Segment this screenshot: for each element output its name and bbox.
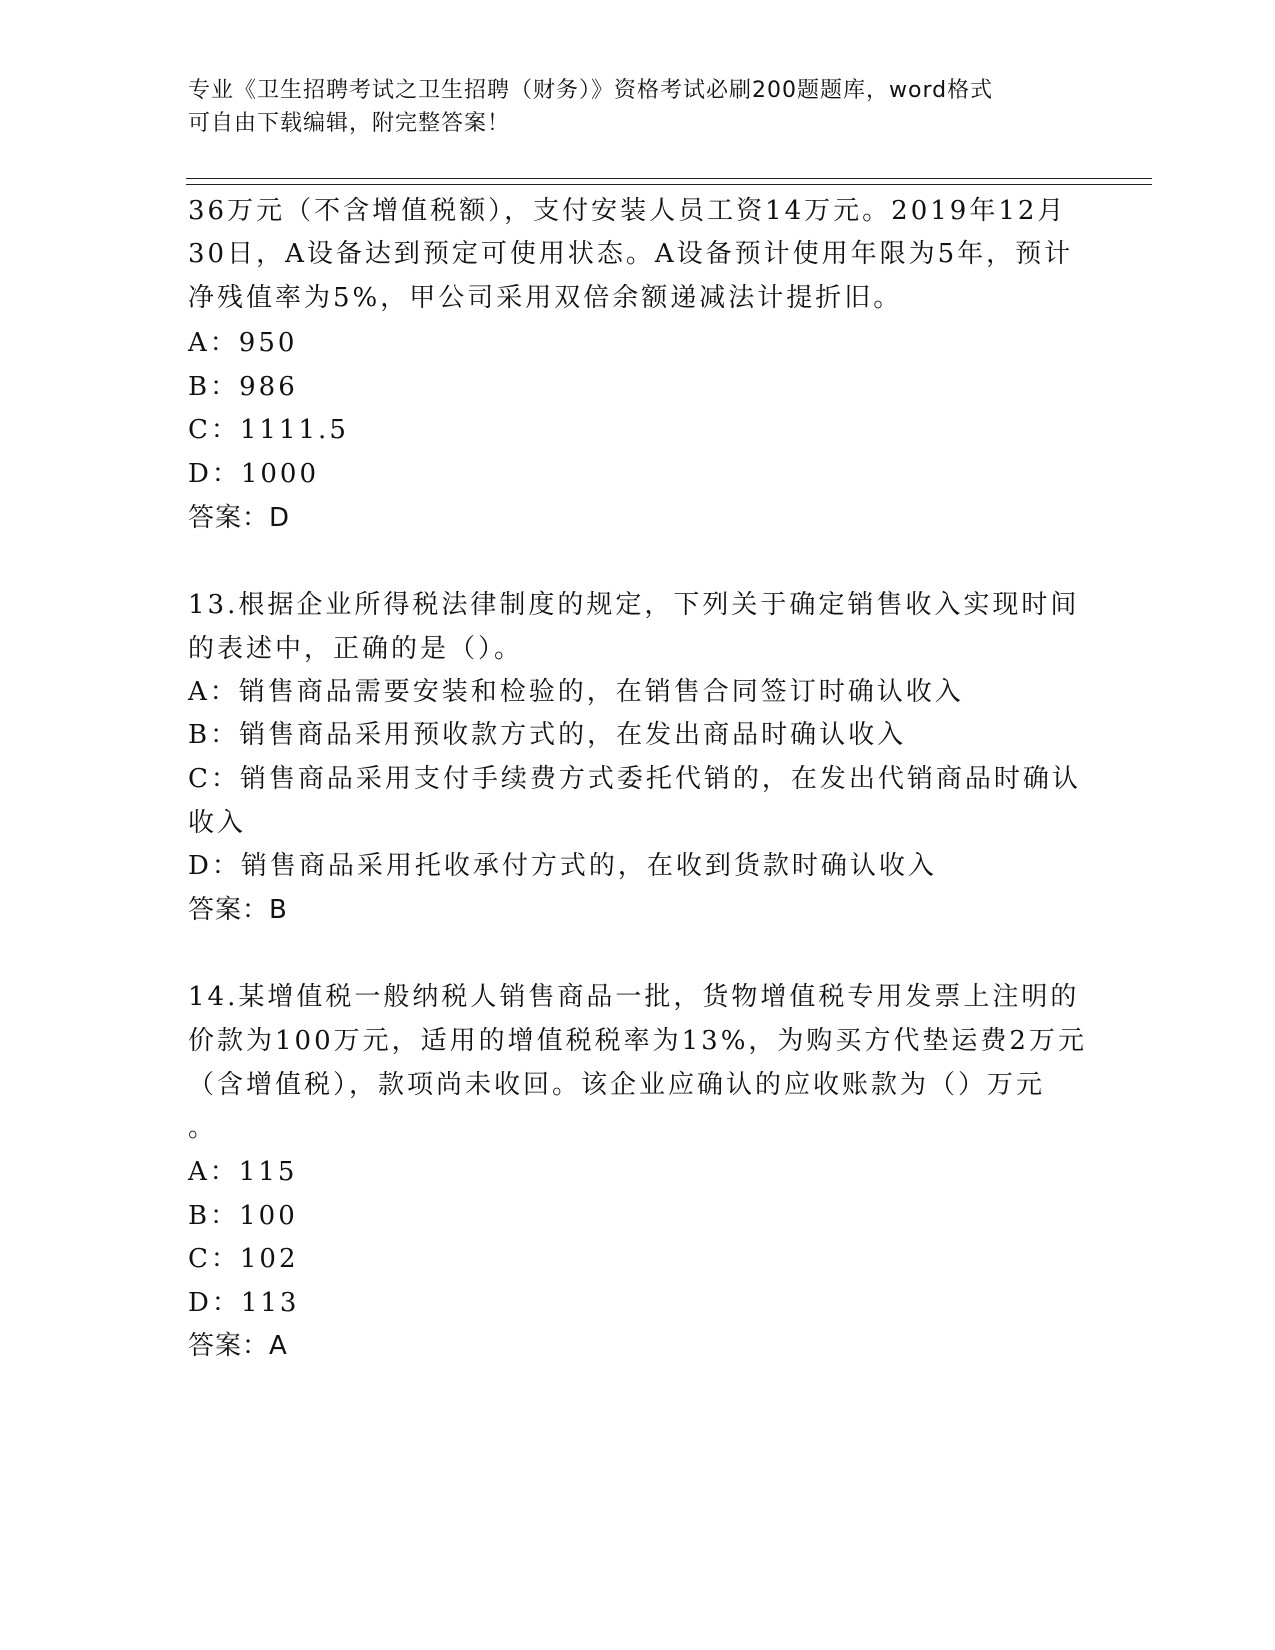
option-d: D：1000 <box>188 459 320 489</box>
option-c-continued: 收入 <box>188 808 247 838</box>
option-d: D：113 <box>188 1288 300 1318</box>
header-divider-bottom <box>186 184 1152 185</box>
option-c: C：1111.5 <box>188 415 349 445</box>
question-text-line: 30日，A设备达到预定可使用状态。A设备预计使用年限为5年，预计 <box>188 239 1074 269</box>
question-text-line: 净残值率为5%，甲公司采用双倍余额递减法计提折旧。 <box>188 283 903 313</box>
question-text-line: 36万元（不含增值税额），支付安装人员工资14万元。2019年12月 <box>188 196 1067 226</box>
option-c: C：102 <box>188 1244 299 1274</box>
question-14-text-line: 。 <box>188 1113 218 1143</box>
question-14-text-line: （含增值税），款项尚未收回。该企业应确认的应收账款为（）万元 <box>188 1070 1046 1100</box>
question-13-text-line: 的表述中，正确的是（）。 <box>188 634 524 664</box>
option-a: A：销售商品需要安装和检验的，在销售合同签订时确认收入 <box>188 677 964 707</box>
option-b: B：100 <box>188 1201 298 1231</box>
option-d: D：销售商品采用托收承付方式的，在收到货款时确认收入 <box>188 851 937 881</box>
header-divider-top <box>186 178 1152 179</box>
answer-label: 答案：D <box>188 503 291 533</box>
option-a: A：950 <box>188 328 298 358</box>
answer-label: 答案：B <box>188 895 288 925</box>
page-header <box>188 74 1088 140</box>
question-14-text-line: 14.某增值税一般纳税人销售商品一批，货物增值税专用发票上注明的 <box>188 982 1080 1012</box>
answer-label: 答案：A <box>188 1331 288 1361</box>
option-a: A：115 <box>188 1157 298 1187</box>
header-title-line-2: 可自由下载编辑，附完整答案！ <box>188 111 511 136</box>
header-title-line-1: 专业《卫生招聘考试之卫生招聘（财务）》资格考试必刷200题题库，word格式 <box>188 78 994 103</box>
option-b: B：986 <box>188 372 298 402</box>
question-13-text-line: 13.根据企业所得税法律制度的规定，下列关于确定销售收入实现时间 <box>188 590 1080 620</box>
question-14-text-line: 价款为100万元，适用的增值税税率为13%，为购买方代垫运费2万元 <box>188 1026 1087 1056</box>
option-c: C：销售商品采用支付手续费方式委托代销的，在发出代销商品时确认 <box>188 764 1081 794</box>
option-b: B：销售商品采用预收款方式的，在发出商品时确认收入 <box>188 720 907 750</box>
